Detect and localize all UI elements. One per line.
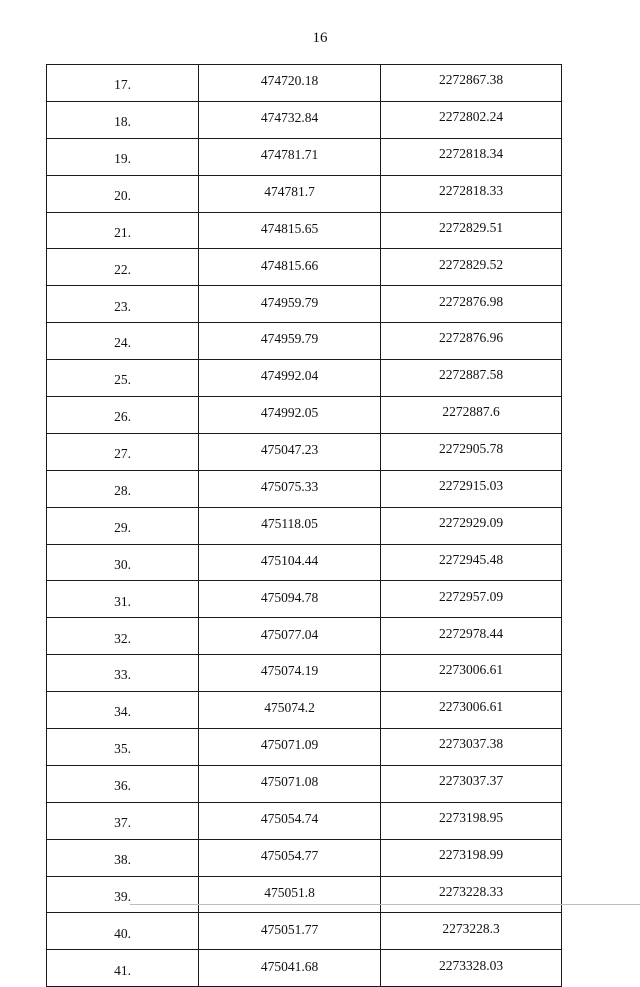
table-row <box>47 470 562 507</box>
x-coordinate-cell: 474992.04 <box>199 360 381 397</box>
y-coordinate-cell: 2272887.58 <box>381 360 562 397</box>
point-number-cell: 18. <box>47 101 199 138</box>
point-number-cell: 19. <box>47 138 199 175</box>
table-row <box>47 950 562 987</box>
page-number: 16 <box>312 30 328 46</box>
point-number-cell: 24. <box>47 323 199 360</box>
point-number-cell: 28. <box>47 470 199 507</box>
y-coordinate-cell: 2273037.37 <box>381 765 562 802</box>
x-coordinate-cell: 475041.68 <box>199 950 381 987</box>
point-number-cell: 33. <box>47 655 199 692</box>
x-coordinate-cell: 475047.23 <box>199 433 381 470</box>
point-number-cell: 21. <box>47 212 199 249</box>
table-row <box>47 323 562 360</box>
point-number-cell: 40. <box>47 913 199 950</box>
table-row <box>47 507 562 544</box>
table-row <box>47 249 562 286</box>
point-number-cell: 30. <box>47 544 199 581</box>
table-row <box>47 65 562 102</box>
table-row <box>47 729 562 766</box>
point-number-cell: 36. <box>47 765 199 802</box>
table-row <box>47 765 562 802</box>
y-coordinate-cell: 2273006.61 <box>381 655 562 692</box>
point-number-cell: 41. <box>47 950 199 987</box>
x-coordinate-cell: 475071.08 <box>199 765 381 802</box>
y-coordinate-cell: 2272887.6 <box>381 397 562 434</box>
y-coordinate-cell: 2272905.78 <box>381 433 562 470</box>
table-row <box>47 913 562 950</box>
y-coordinate-cell: 2273198.95 <box>381 802 562 839</box>
y-coordinate-cell: 2272818.33 <box>381 175 562 212</box>
table-row <box>47 655 562 692</box>
point-number-cell: 35. <box>47 729 199 766</box>
point-number-cell: 17. <box>47 65 199 102</box>
point-number-cell: 34. <box>47 692 199 729</box>
x-coordinate-cell: 474720.18 <box>199 65 381 102</box>
table-row <box>47 360 562 397</box>
table-row <box>47 433 562 470</box>
point-number-cell: 20. <box>47 175 199 212</box>
y-coordinate-cell: 2272867.38 <box>381 65 562 102</box>
coordinates-table <box>46 64 562 987</box>
x-coordinate-cell: 474959.79 <box>199 286 381 323</box>
y-coordinate-cell: 2273198.99 <box>381 839 562 876</box>
point-number-cell: 29. <box>47 507 199 544</box>
table-row <box>47 581 562 618</box>
table-row <box>47 138 562 175</box>
table-row <box>47 876 562 913</box>
table-row <box>47 397 562 434</box>
point-number-cell: 39. <box>47 876 199 913</box>
x-coordinate-cell: 474815.66 <box>199 249 381 286</box>
point-number-cell: 27. <box>47 433 199 470</box>
x-coordinate-cell: 475051.77 <box>199 913 381 950</box>
x-coordinate-cell: 474815.65 <box>199 212 381 249</box>
x-coordinate-cell: 475074.2 <box>199 692 381 729</box>
point-number-cell: 23. <box>47 286 199 323</box>
table-row <box>47 839 562 876</box>
point-number-cell: 32. <box>47 618 199 655</box>
y-coordinate-cell: 2272876.96 <box>381 323 562 360</box>
y-coordinate-cell: 2273328.03 <box>381 950 562 987</box>
x-coordinate-cell: 474732.84 <box>199 101 381 138</box>
table-row <box>47 101 562 138</box>
x-coordinate-cell: 474781.71 <box>199 138 381 175</box>
y-coordinate-cell: 2273228.33 <box>381 876 562 913</box>
point-number-cell: 31. <box>47 581 199 618</box>
y-coordinate-cell: 2272978.44 <box>381 618 562 655</box>
x-coordinate-cell: 475074.19 <box>199 655 381 692</box>
x-coordinate-cell: 475051.8 <box>199 876 381 913</box>
table-row <box>47 692 562 729</box>
point-number-cell: 25. <box>47 360 199 397</box>
x-coordinate-cell: 475104.44 <box>199 544 381 581</box>
table-row <box>47 544 562 581</box>
point-number-cell: 22. <box>47 249 199 286</box>
x-coordinate-cell: 475071.09 <box>199 729 381 766</box>
y-coordinate-cell: 2272829.52 <box>381 249 562 286</box>
coordinates-table-body <box>47 65 562 987</box>
y-coordinate-cell: 2272945.48 <box>381 544 562 581</box>
y-coordinate-cell: 2273037.38 <box>381 729 562 766</box>
y-coordinate-cell: 2272818.34 <box>381 138 562 175</box>
point-number-cell: 26. <box>47 397 199 434</box>
table-row <box>47 618 562 655</box>
y-coordinate-cell: 2273228.3 <box>381 913 562 950</box>
x-coordinate-cell: 475054.77 <box>199 839 381 876</box>
x-coordinate-cell: 474992.05 <box>199 397 381 434</box>
x-coordinate-cell: 475118.05 <box>199 507 381 544</box>
y-coordinate-cell: 2272915.03 <box>381 470 562 507</box>
y-coordinate-cell: 2272829.51 <box>381 212 562 249</box>
y-coordinate-cell: 2272802.24 <box>381 101 562 138</box>
x-coordinate-cell: 475094.78 <box>199 581 381 618</box>
y-coordinate-cell: 2272876.98 <box>381 286 562 323</box>
table-row <box>47 286 562 323</box>
point-number-cell: 38. <box>47 839 199 876</box>
x-coordinate-cell: 474781.7 <box>199 175 381 212</box>
x-coordinate-cell: 474959.79 <box>199 323 381 360</box>
table-row <box>47 212 562 249</box>
y-coordinate-cell: 2273006.61 <box>381 692 562 729</box>
x-coordinate-cell: 475054.74 <box>199 802 381 839</box>
x-coordinate-cell: 475077.04 <box>199 618 381 655</box>
point-number-cell: 37. <box>47 802 199 839</box>
table-row <box>47 802 562 839</box>
y-coordinate-cell: 2272957.09 <box>381 581 562 618</box>
y-coordinate-cell: 2272929.09 <box>381 507 562 544</box>
x-coordinate-cell: 475075.33 <box>199 470 381 507</box>
table-row <box>47 175 562 212</box>
